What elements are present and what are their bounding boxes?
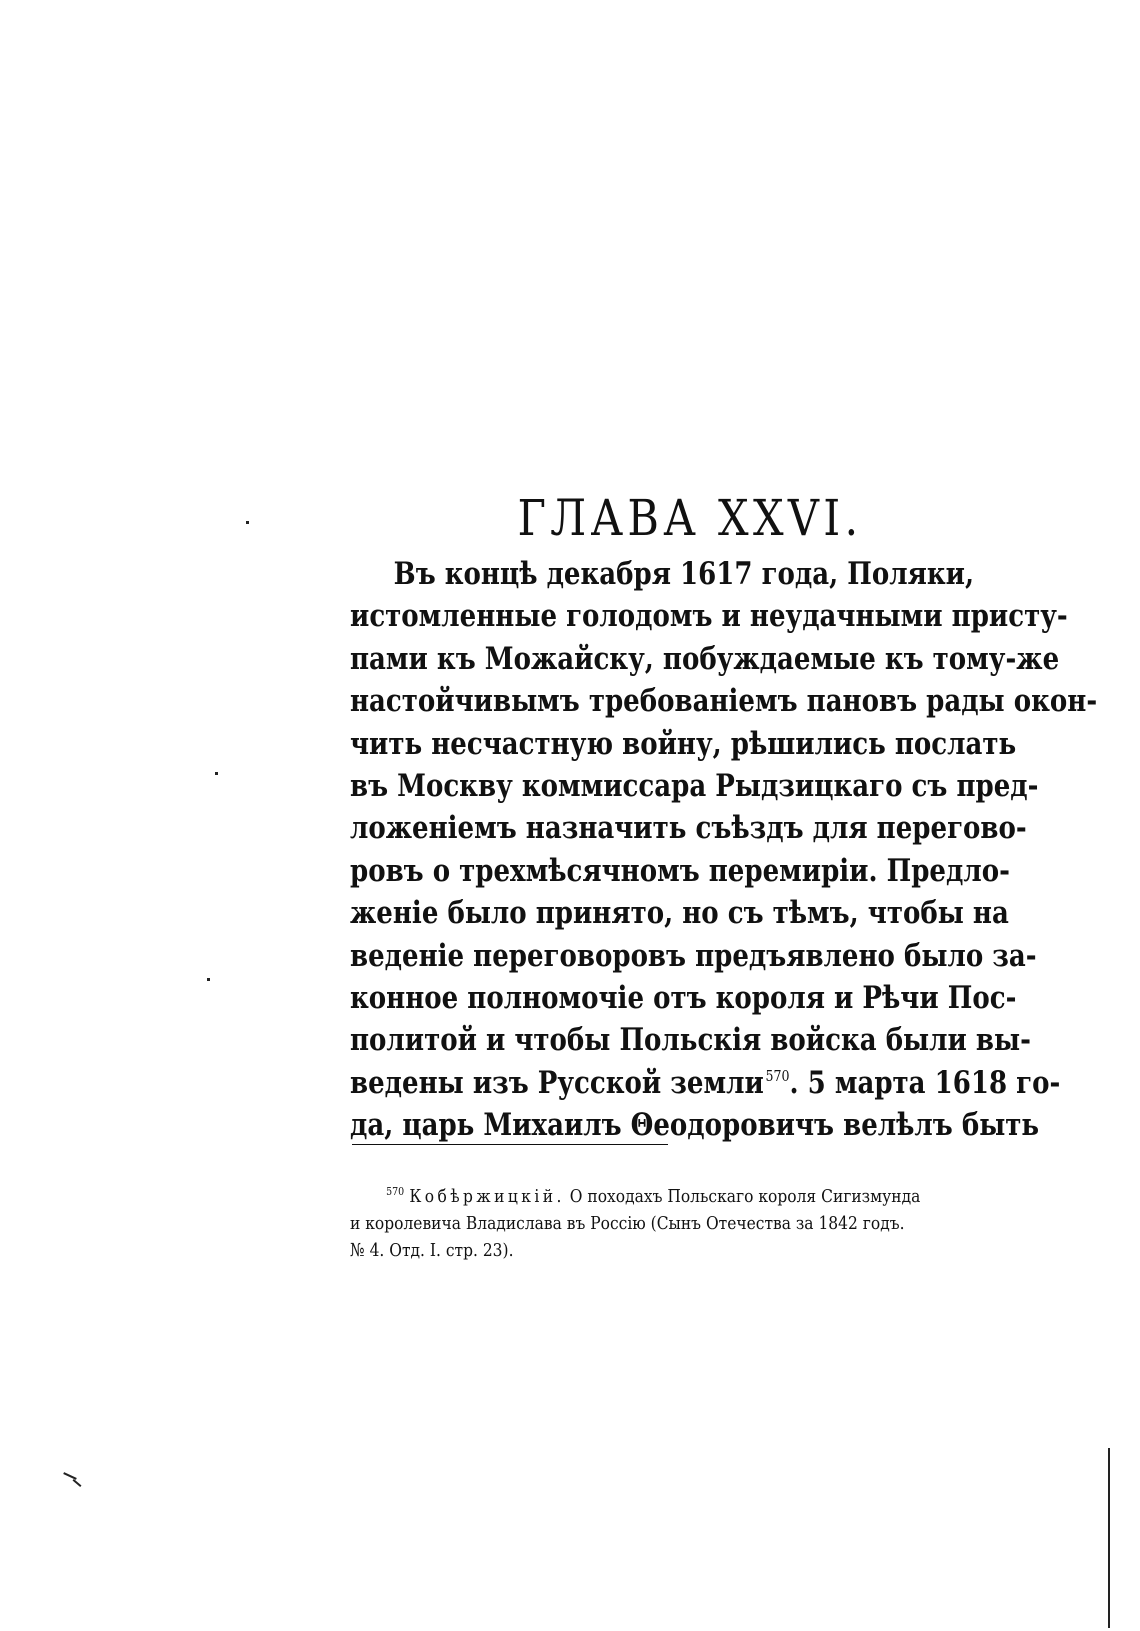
text-line: да, царь Михаилъ Θеодоровичъ велѣлъ быть: [350, 1107, 1040, 1144]
text-line: ложеніемъ назначить съѣздъ для перегово-: [350, 810, 1027, 847]
text-line: конное полномочіе отъ короля и Рѣчи Пос-: [350, 979, 1017, 1016]
text-line: истомленные голодомъ и неудачными присту-: [350, 598, 1068, 635]
footnote: [350, 1183, 1040, 1264]
scan-speck: [207, 978, 210, 981]
footnote-number: 570: [386, 1185, 405, 1198]
text-line: [350, 1062, 1061, 1104]
body-paragraph: [350, 553, 1098, 1146]
footnote-author: Кобѣржицкій.: [409, 1186, 565, 1207]
footnote-text: О походахъ Польскаго короля Сигизмунда: [564, 1186, 921, 1207]
text-line: въ Москву коммиссара Рыдзицкаго съ пред-: [350, 767, 1039, 804]
text-line: чить несчастную войну, рѣшились послать: [350, 725, 1017, 762]
page-edge-shadow: [1108, 1448, 1110, 1628]
footnote-line: № 4. Отд. I. стр. 23).: [350, 1240, 514, 1261]
text-line: Въ концѣ декабря 1617 года, Поляки,: [393, 556, 975, 592]
text-line: женіе было принято, но съ тѣмъ, чтобы на: [350, 895, 1009, 932]
footnote-line: и королевича Владислава въ Россію (Сынъ Отечества за 1842 годъ.: [350, 1213, 905, 1234]
text-line: ровъ о трехмѣсячномъ перемиріи. Предло-: [350, 852, 1010, 889]
text-line: политой и чтобы Польскія войска были вы-: [350, 1022, 1031, 1059]
text-segment: ведены изъ Русской земли: [350, 1064, 764, 1101]
scan-speck: [246, 521, 249, 524]
footnote-reference[interactable]: 570: [765, 1067, 790, 1086]
text-line: пами къ Можайску, побуждаемые къ тому-же: [350, 640, 1060, 677]
text-line: веденіе переговоровъ предъявлено было за-: [350, 937, 1037, 974]
text-segment: . 5 марта 1618 го-: [789, 1064, 1061, 1101]
footnote-separator: [352, 1144, 668, 1145]
footnote-line: [350, 1183, 943, 1210]
chapter-title: ГЛАВА XXVI.: [517, 488, 863, 547]
scan-speck: [73, 1479, 82, 1487]
scan-speck: [215, 772, 218, 775]
text-line: настойчивымъ требованіемъ пановъ рады окон-: [350, 683, 1098, 720]
scan-speck: [63, 1472, 77, 1480]
